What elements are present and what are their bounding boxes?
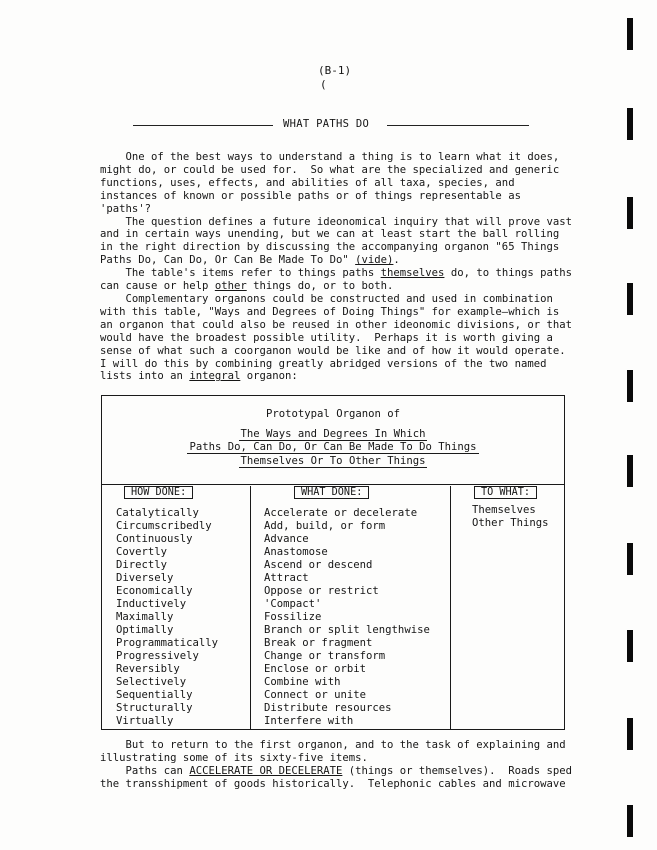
other-word: other [214, 280, 247, 293]
paragraph-4 [100, 293, 586, 383]
integral-word: integral [189, 370, 241, 383]
what-done-item: Branch or split lengthwise [264, 624, 430, 636]
column-rule-1 [250, 486, 251, 729]
how-done-item: Structurally [116, 702, 193, 714]
how-done-item: Diversely [116, 572, 174, 584]
paragraph-3-tail: do, to things paths [444, 267, 572, 280]
organon-title: Prototypal Organon of [266, 408, 400, 420]
paragraph-2 [100, 216, 586, 268]
how-done-header-text: HOW DONE: [124, 486, 193, 499]
page-number [318, 64, 351, 92]
how-done-item: Reversibly [116, 663, 180, 675]
paragraph-2-text: The question defines a future ideonomical inquiry that will prove vast and in certain ways unending, but we can at least start the ball rolling in the right direction by discussing the accompanying organon "65 Things Paths Do, Can Do, Or Can Be Made To Do" [100, 215, 572, 267]
section-heading [133, 118, 529, 132]
how-done-item: Directly [116, 559, 168, 571]
paragraph-1: One of the best ways to understand a thing is to learn what it does, might do, or could be used for. So what are the specialized and generic functions, uses, effects, and abilities of all taxa, species, and instances of known or possible paths or of things representable as 'paths'? [100, 151, 560, 215]
paragraph-6 [100, 765, 586, 791]
closing-text [100, 739, 586, 791]
binding-mark [627, 630, 633, 662]
what-done-item: Connect or unite [264, 689, 367, 701]
what-done-item: Combine with [264, 676, 341, 688]
what-done-item: Attract [264, 572, 309, 584]
what-done-item: Interfere with [264, 715, 354, 727]
paragraph-3-end: things do, or to both. [246, 280, 394, 293]
paragraph-6-start: Paths can [100, 764, 183, 777]
what-done-item: Oppose or restrict [264, 585, 379, 597]
to-what-item: Themselves [472, 504, 536, 516]
column-rule-2 [450, 486, 451, 729]
how-done-item: Catalytically [116, 507, 199, 519]
binding-mark [627, 108, 633, 140]
how-done-header [124, 486, 193, 499]
paragraph-6-text: (things or themselves). Roads sped the transshipment of goods historically. Telephonic cables and microwave [100, 764, 572, 790]
page-number-paren: ( [320, 78, 327, 91]
organon-divider [102, 484, 564, 485]
binding-mark [627, 370, 633, 402]
how-done-item: Selectively [116, 676, 187, 688]
what-done-item: Enclose or orbit [264, 663, 367, 675]
page-number-label: (B-1) [318, 64, 352, 77]
paragraph-3-text: The table's items refer to things paths [100, 267, 375, 280]
how-done-item: Programmatically [116, 637, 219, 649]
how-done-item: Continuously [116, 533, 193, 545]
intro-text [100, 151, 586, 383]
period: . [393, 254, 400, 267]
what-done-item: Fossilize [264, 611, 322, 623]
organon-table [101, 395, 565, 730]
paragraph-4-end: organon: [240, 370, 298, 383]
binding-mark [627, 283, 633, 315]
binding-mark [627, 718, 633, 750]
organon-subtitle-2: Paths Do, Can Do, Or Can Be Made To Do Things [189, 441, 477, 454]
binding-mark [627, 543, 633, 575]
to-what-list [472, 504, 549, 530]
what-done-item: Add, build, or form [264, 520, 386, 532]
how-done-item: Optimally [116, 624, 174, 636]
organon-subtitle-1: The Ways and Degrees In Which [240, 428, 426, 441]
what-done-item: 'Compact' [264, 598, 322, 610]
how-done-list [116, 507, 218, 728]
what-done-item: Break or fragment [264, 637, 373, 649]
how-done-item: Virtually [116, 715, 174, 727]
to-what-item: Other Things [472, 517, 549, 529]
what-done-header [294, 486, 369, 499]
binding-mark [627, 18, 633, 50]
what-done-item: Accelerate or decelerate [264, 507, 418, 519]
how-done-item: Maximally [116, 611, 174, 623]
binding-mark [627, 197, 633, 229]
how-done-item: Progressively [116, 650, 199, 662]
what-done-item: Anastomose [264, 546, 328, 558]
paragraph-3 [100, 267, 586, 293]
accelerate-heading: ACCELERATE OR DECELERATE [189, 764, 343, 777]
what-done-item: Distribute resources [264, 702, 392, 714]
binding-mark [627, 805, 633, 837]
how-done-item: Circumscribedly [116, 520, 212, 532]
what-done-item: Advance [264, 533, 309, 545]
what-done-header-text: WHAT DONE: [294, 486, 369, 499]
to-what-header-text: TO WHAT: [474, 486, 537, 499]
organon-subtitle-3: Themselves Or To Other Things [240, 454, 426, 467]
how-done-item: Inductively [116, 598, 187, 610]
paragraph-4-text: Complementary organons could be constructed and used in combination with this table, "Ways and Degrees of Doing Things" for example—which is an organon that could also be reused in other ideonomic divisions, or that would have the broadest possible utility. Perhaps it is worth giving a sense of what such a coorganon would be like and of how it would operate. I will do this by combining greatly abridged versions of the two named lists into an [100, 292, 572, 383]
paragraph-3-line2: can cause or help [100, 280, 209, 293]
what-done-item: Change or transform [264, 650, 386, 662]
binding-mark [627, 455, 633, 487]
to-what-header [474, 486, 537, 499]
heading-rule-left [133, 125, 273, 126]
vide-word: (vide) [355, 254, 394, 267]
organon-header [102, 408, 564, 468]
what-done-list [264, 507, 430, 728]
heading-rule-right [387, 125, 529, 126]
themselves-word: themselves [380, 267, 445, 280]
how-done-item: Sequentially [116, 689, 193, 701]
what-done-item: Ascend or descend [264, 559, 373, 571]
how-done-item: Economically [116, 585, 193, 597]
paragraph-5: But to return to the first organon, and to the task of explaining and illustrating some of its sixty-five items. [100, 739, 566, 764]
how-done-item: Covertly [116, 546, 168, 558]
section-title: WHAT PATHS DO [283, 118, 370, 130]
